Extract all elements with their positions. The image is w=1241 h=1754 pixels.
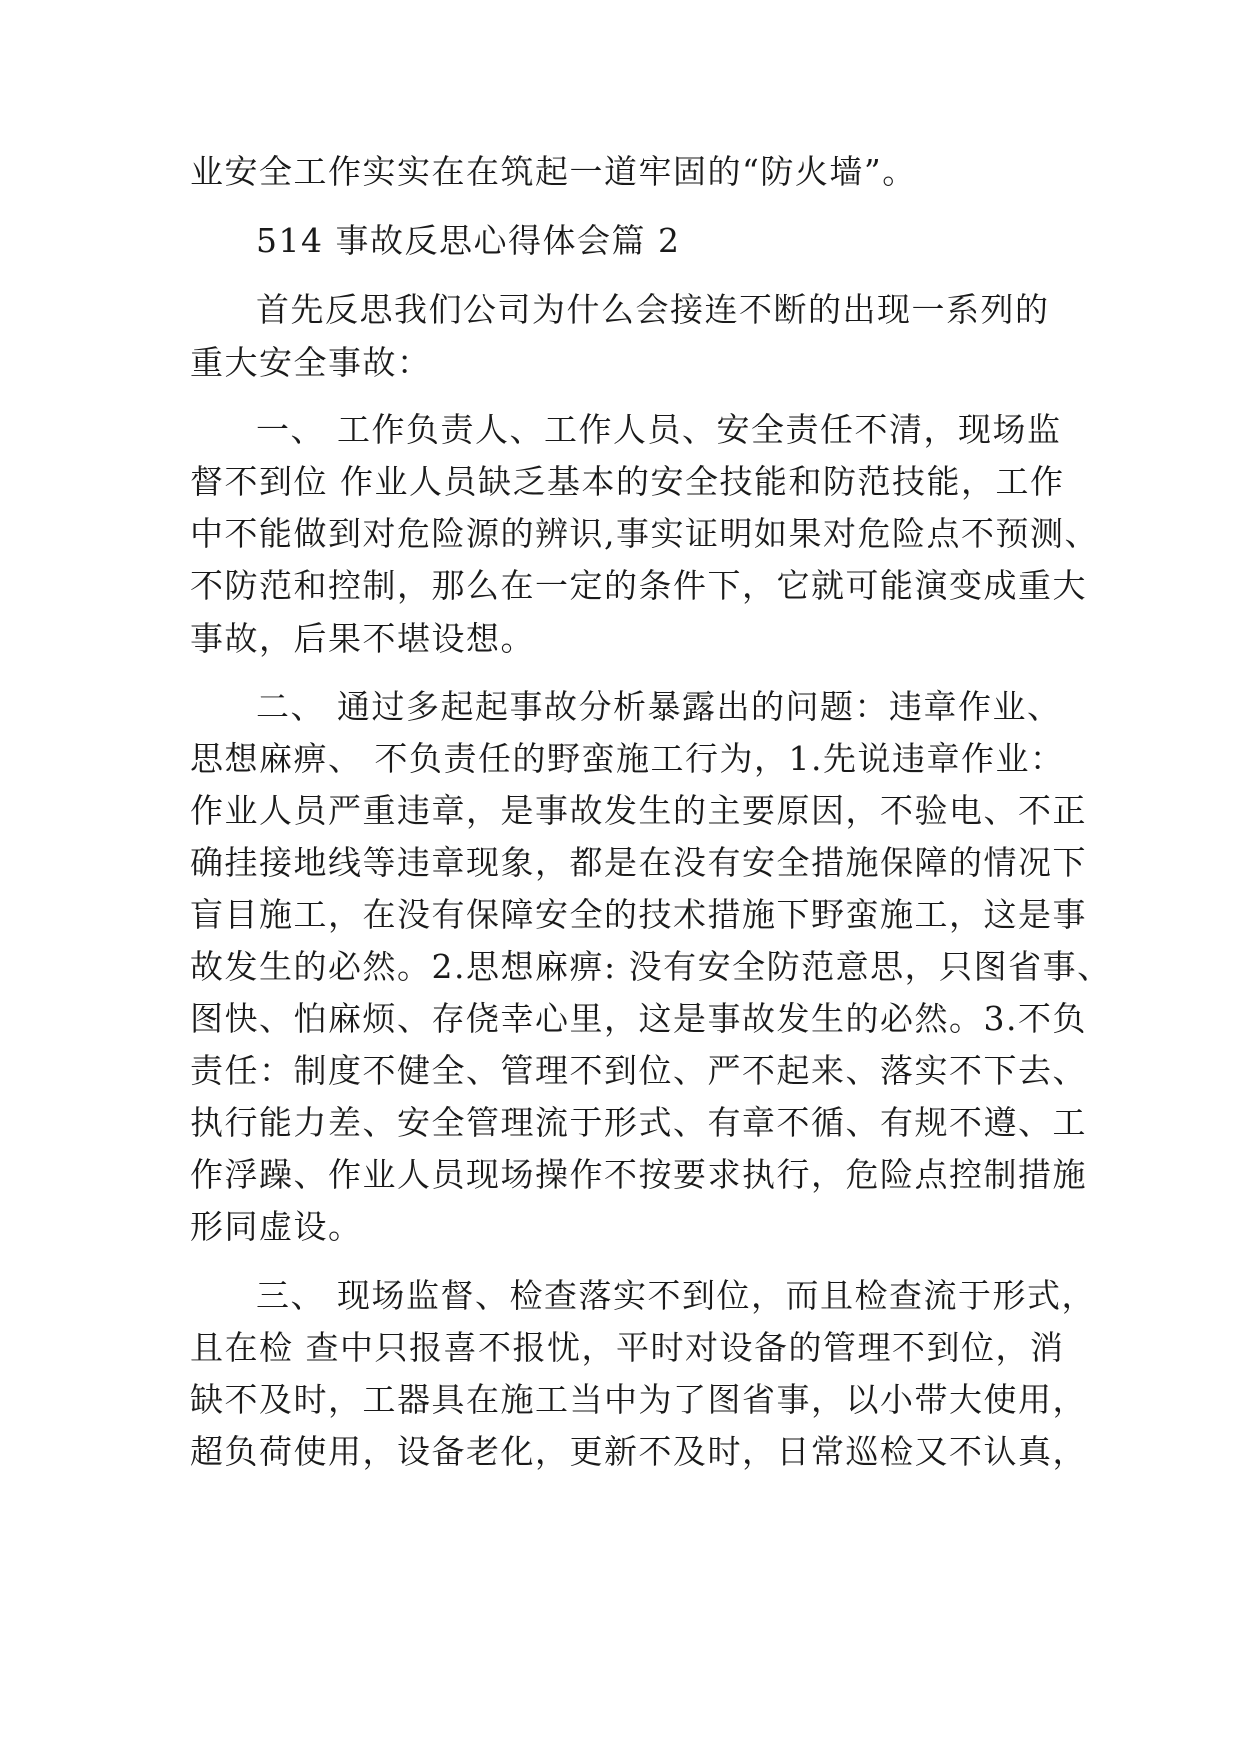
text-line: 形同虚设。: [190, 1207, 363, 1246]
text-line: 业安全工作实实在在筑起一道牢固的“防火墙”。: [190, 152, 917, 191]
text-line: 重大安全事故：: [190, 343, 432, 382]
text-line: 图快、怕麻烦、存侥幸心里，这是事故发生的必然。3.不负: [190, 999, 1087, 1038]
text-line: 执行能力差、安全管理流于形式、有章不循、有规不遵、工: [190, 1103, 1087, 1142]
text-line: 首先反思我们公司为什么会接连不断的出现一系列的: [256, 290, 1050, 329]
text-line: 盲目施工，在没有保障安全的技术措施下野蛮施工，这是事: [190, 895, 1087, 934]
text-line: 不防范和控制，那么在一定的条件下，它就可能演变成重大: [190, 566, 1087, 605]
text-line: 故发生的必然。2.思想麻痹: 没有安全防范意思，只图省事、: [190, 947, 1112, 986]
section-heading: 514 事故反思心得体会篇 2: [256, 221, 681, 260]
text-line: 确挂接地线等违章现象，都是在没有安全措施保障的情况下: [190, 843, 1087, 882]
text-line: 且在检 查中只报喜不报忧，平时对设备的管理不到位，消: [190, 1328, 1065, 1367]
text-line: 作浮躁、作业人员现场操作不按要求执行，危险点控制措施: [190, 1155, 1087, 1194]
text-line: 超负荷使用，设备老化，更新不及时，日常巡检又不认真，: [190, 1432, 1087, 1471]
text-line: 责任：制度不健全、管理不到位、严不起来、落实不下去、: [190, 1051, 1087, 1090]
text-line: 二、 通过多起起事故分析暴露出的问题：违章作业、: [256, 687, 1062, 726]
text-line: 思想麻痹、 不负责任的野蛮施工行为，1.先说违章作业：: [190, 739, 1065, 778]
text-line: 督不到位 作业人员缺乏基本的安全技能和防范技能，工作: [190, 462, 1065, 501]
text-line: 作业人员严重违章，是事故发生的主要原因，不验电、不正: [190, 791, 1087, 830]
text-line: 一、 工作负责人、工作人员、安全责任不清，现场监: [256, 410, 1062, 449]
text-line: 中不能做到对危险源的辨识,事实证明如果对危险点不预测、: [190, 514, 1099, 553]
text-line: 事故，后果不堪设想。: [190, 619, 535, 658]
text-line: 三、 现场监督、检查落实不到位，而且检查流于形式，: [256, 1276, 1096, 1315]
text-line: 缺不及时，工器具在施工当中为了图省事，以小带大使用，: [190, 1380, 1087, 1419]
